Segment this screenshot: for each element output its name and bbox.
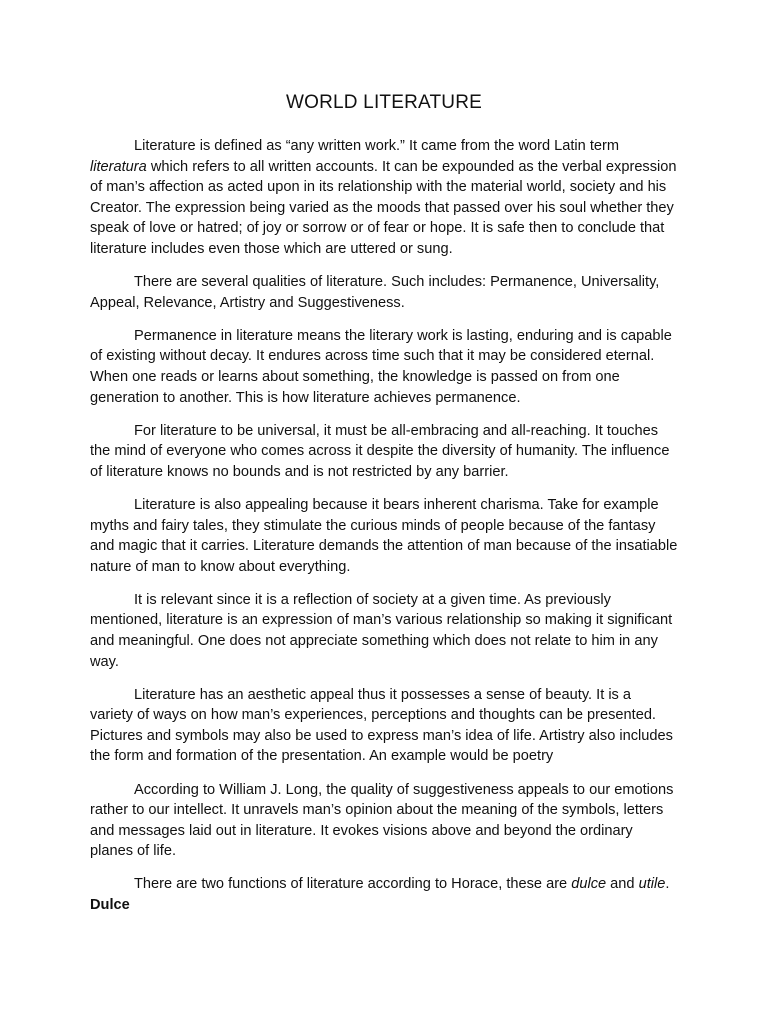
paragraph-text: . — [665, 876, 670, 893]
paragraph-text: For literature to be universal, it must be all-embracing and all-reaching. It touches the mind of everyone who comes across it despite the diversity of humanity. The influence of literature knows no bounds and is not restricted by any barrier. — [90, 422, 670, 480]
paragraph — [90, 272, 678, 313]
paragraph — [90, 685, 678, 767]
document-body — [90, 136, 678, 916]
paragraph — [90, 326, 678, 408]
paragraph-text: There are two functions of literature according to Horace, these are — [134, 876, 572, 893]
paragraph-text: It is relevant since it is a reflection of society at a given time. As previously mentioned, literature is an expression of man’s various relationship so making it significant and meaningful. One does not appreciate something which does not relate to him in any way. — [90, 591, 673, 670]
paragraph — [90, 590, 678, 672]
paragraph-text: Literature is defined as “any written work.” It came from the word Latin term — [134, 138, 620, 154]
bold-text: Dulce — [90, 897, 130, 913]
paragraph — [90, 874, 678, 915]
paragraph-text: which refers to all written accounts. It can be expounded as the verbal expression of man’s affection as acted upon in its relationship with the material world, society and his Creator. The expression being varied as the moods that passed over his soul whether they speak of love or hatred; of joy or sorrow or of fear or hope. It is safe then to conclude that literature includes even those which are uttered or sung. — [90, 158, 677, 257]
paragraph-text: and — [606, 876, 639, 893]
paragraph — [90, 495, 678, 577]
paragraph — [90, 136, 678, 260]
paragraph-text: Literature is also appealing because it bears inherent charisma. Take for example myths and fairy tales, they stimulate the curious minds of people because of the fantasy and magic that it carries. Literature demands the attention of man because of the insatiable nature of man to know about everything. — [90, 496, 678, 575]
paragraph-text: According to William J. Long, the quality of suggestiveness appeals to our emotions rather to our intellect. It unravels man’s opinion about the meaning of the symbols, letters and messages laid out in literature. It evokes visions above and beyond the ordinary planes of life. — [90, 781, 674, 860]
document-page — [90, 92, 678, 928]
paragraph — [90, 421, 678, 483]
paragraph-text: Literature has an aesthetic appeal thus it possesses a sense of beauty. It is a variety of ways on how man’s experiences, perceptions and thoughts can be presented. Pictures and symbols may also be used to express man’s idea of life. Artistry also includes the form and formation of the presentation. An example would be poetry — [90, 686, 673, 765]
paragraph — [90, 780, 678, 862]
document-title: WORLD LITERATURE — [285, 92, 483, 113]
italic-text: utile — [638, 876, 666, 893]
paragraph-text: There are several qualities of literature. Such includes: Permanence, Universality, Appeal, Relevance, Artistry and Suggestiveness. — [90, 274, 660, 311]
italic-text: literatura — [90, 158, 147, 175]
paragraph-text: Permanence in literature means the literary work is lasting, enduring and is capable of existing without decay. It endures across time such that it may be considered eternal. When one reads or learns about something, the knowledge is passed on from one generation to another. This is how literature achieves permanence. — [90, 327, 672, 406]
italic-text: dulce — [571, 876, 607, 893]
